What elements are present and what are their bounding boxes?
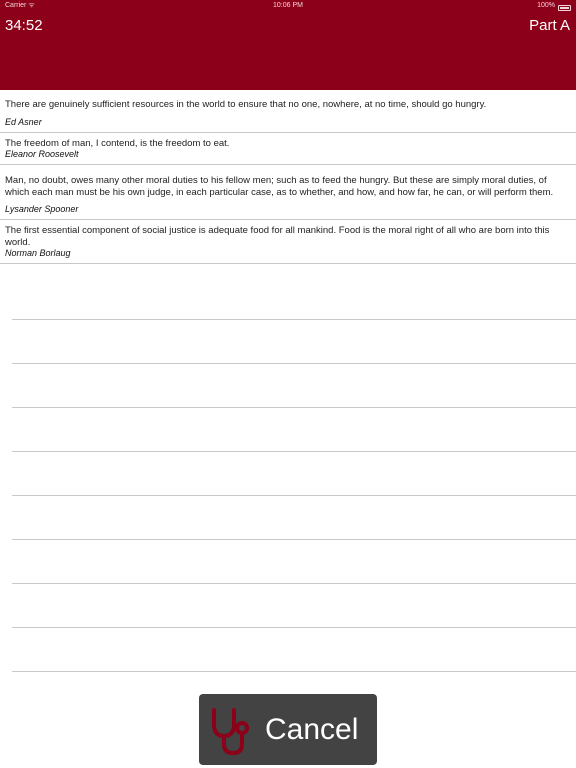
empty-row: [12, 452, 576, 496]
empty-row: [12, 628, 576, 672]
status-time: 10:06 PM: [273, 2, 303, 9]
part-label: Part A: [529, 17, 570, 34]
list-item: [0, 96, 576, 133]
cancel-button[interactable]: [199, 694, 377, 765]
quote-author: Eleanor Roosevelt: [5, 149, 79, 159]
list-item: [0, 133, 576, 166]
quote-text: There are genuinely sufficient resources in the world to ensure that no one, nowhere, at no time, should go hungry.: [5, 99, 487, 110]
battery-icon: [558, 5, 571, 11]
status-bar: [0, 0, 576, 12]
empty-row: [12, 496, 576, 540]
status-battery: [537, 0, 571, 12]
cancel-label: Cancel: [265, 713, 359, 746]
empty-rows: [12, 276, 576, 672]
quote-author: Lysander Spooner: [5, 204, 79, 214]
empty-row: [12, 408, 576, 452]
quote-author: Ed Asner: [5, 116, 42, 127]
list-item: [0, 165, 576, 220]
battery-percent: 100%: [537, 2, 555, 9]
quote-list: [0, 96, 576, 264]
quote-text: The freedom of man, I contend, is the freedom to eat.: [5, 137, 230, 149]
header-bar: [0, 0, 576, 90]
empty-row: [12, 364, 576, 408]
timer-label: 34:52: [5, 17, 43, 34]
empty-row: [12, 320, 576, 364]
quote-author: Norman Borlaug: [5, 248, 71, 258]
empty-row: [12, 584, 576, 628]
quote-text: The first essential component of social justice is adequate food for all mankind. Food is the moral right of all who are born into this world.: [5, 225, 550, 248]
empty-row: [12, 540, 576, 584]
empty-row: [12, 276, 576, 320]
quote-text: Man, no doubt, owes many other moral duties to his fellow men; such as to feed the hungry. But these are simply moral duties, of which each man must be his own judge, in each particular case, as to whether, and how, and how far, he can, or will perform them.: [5, 175, 554, 198]
status-carrier: Carrier ᯤ: [5, 2, 35, 9]
list-item: [0, 220, 576, 264]
stethoscope-icon: [209, 706, 253, 756]
